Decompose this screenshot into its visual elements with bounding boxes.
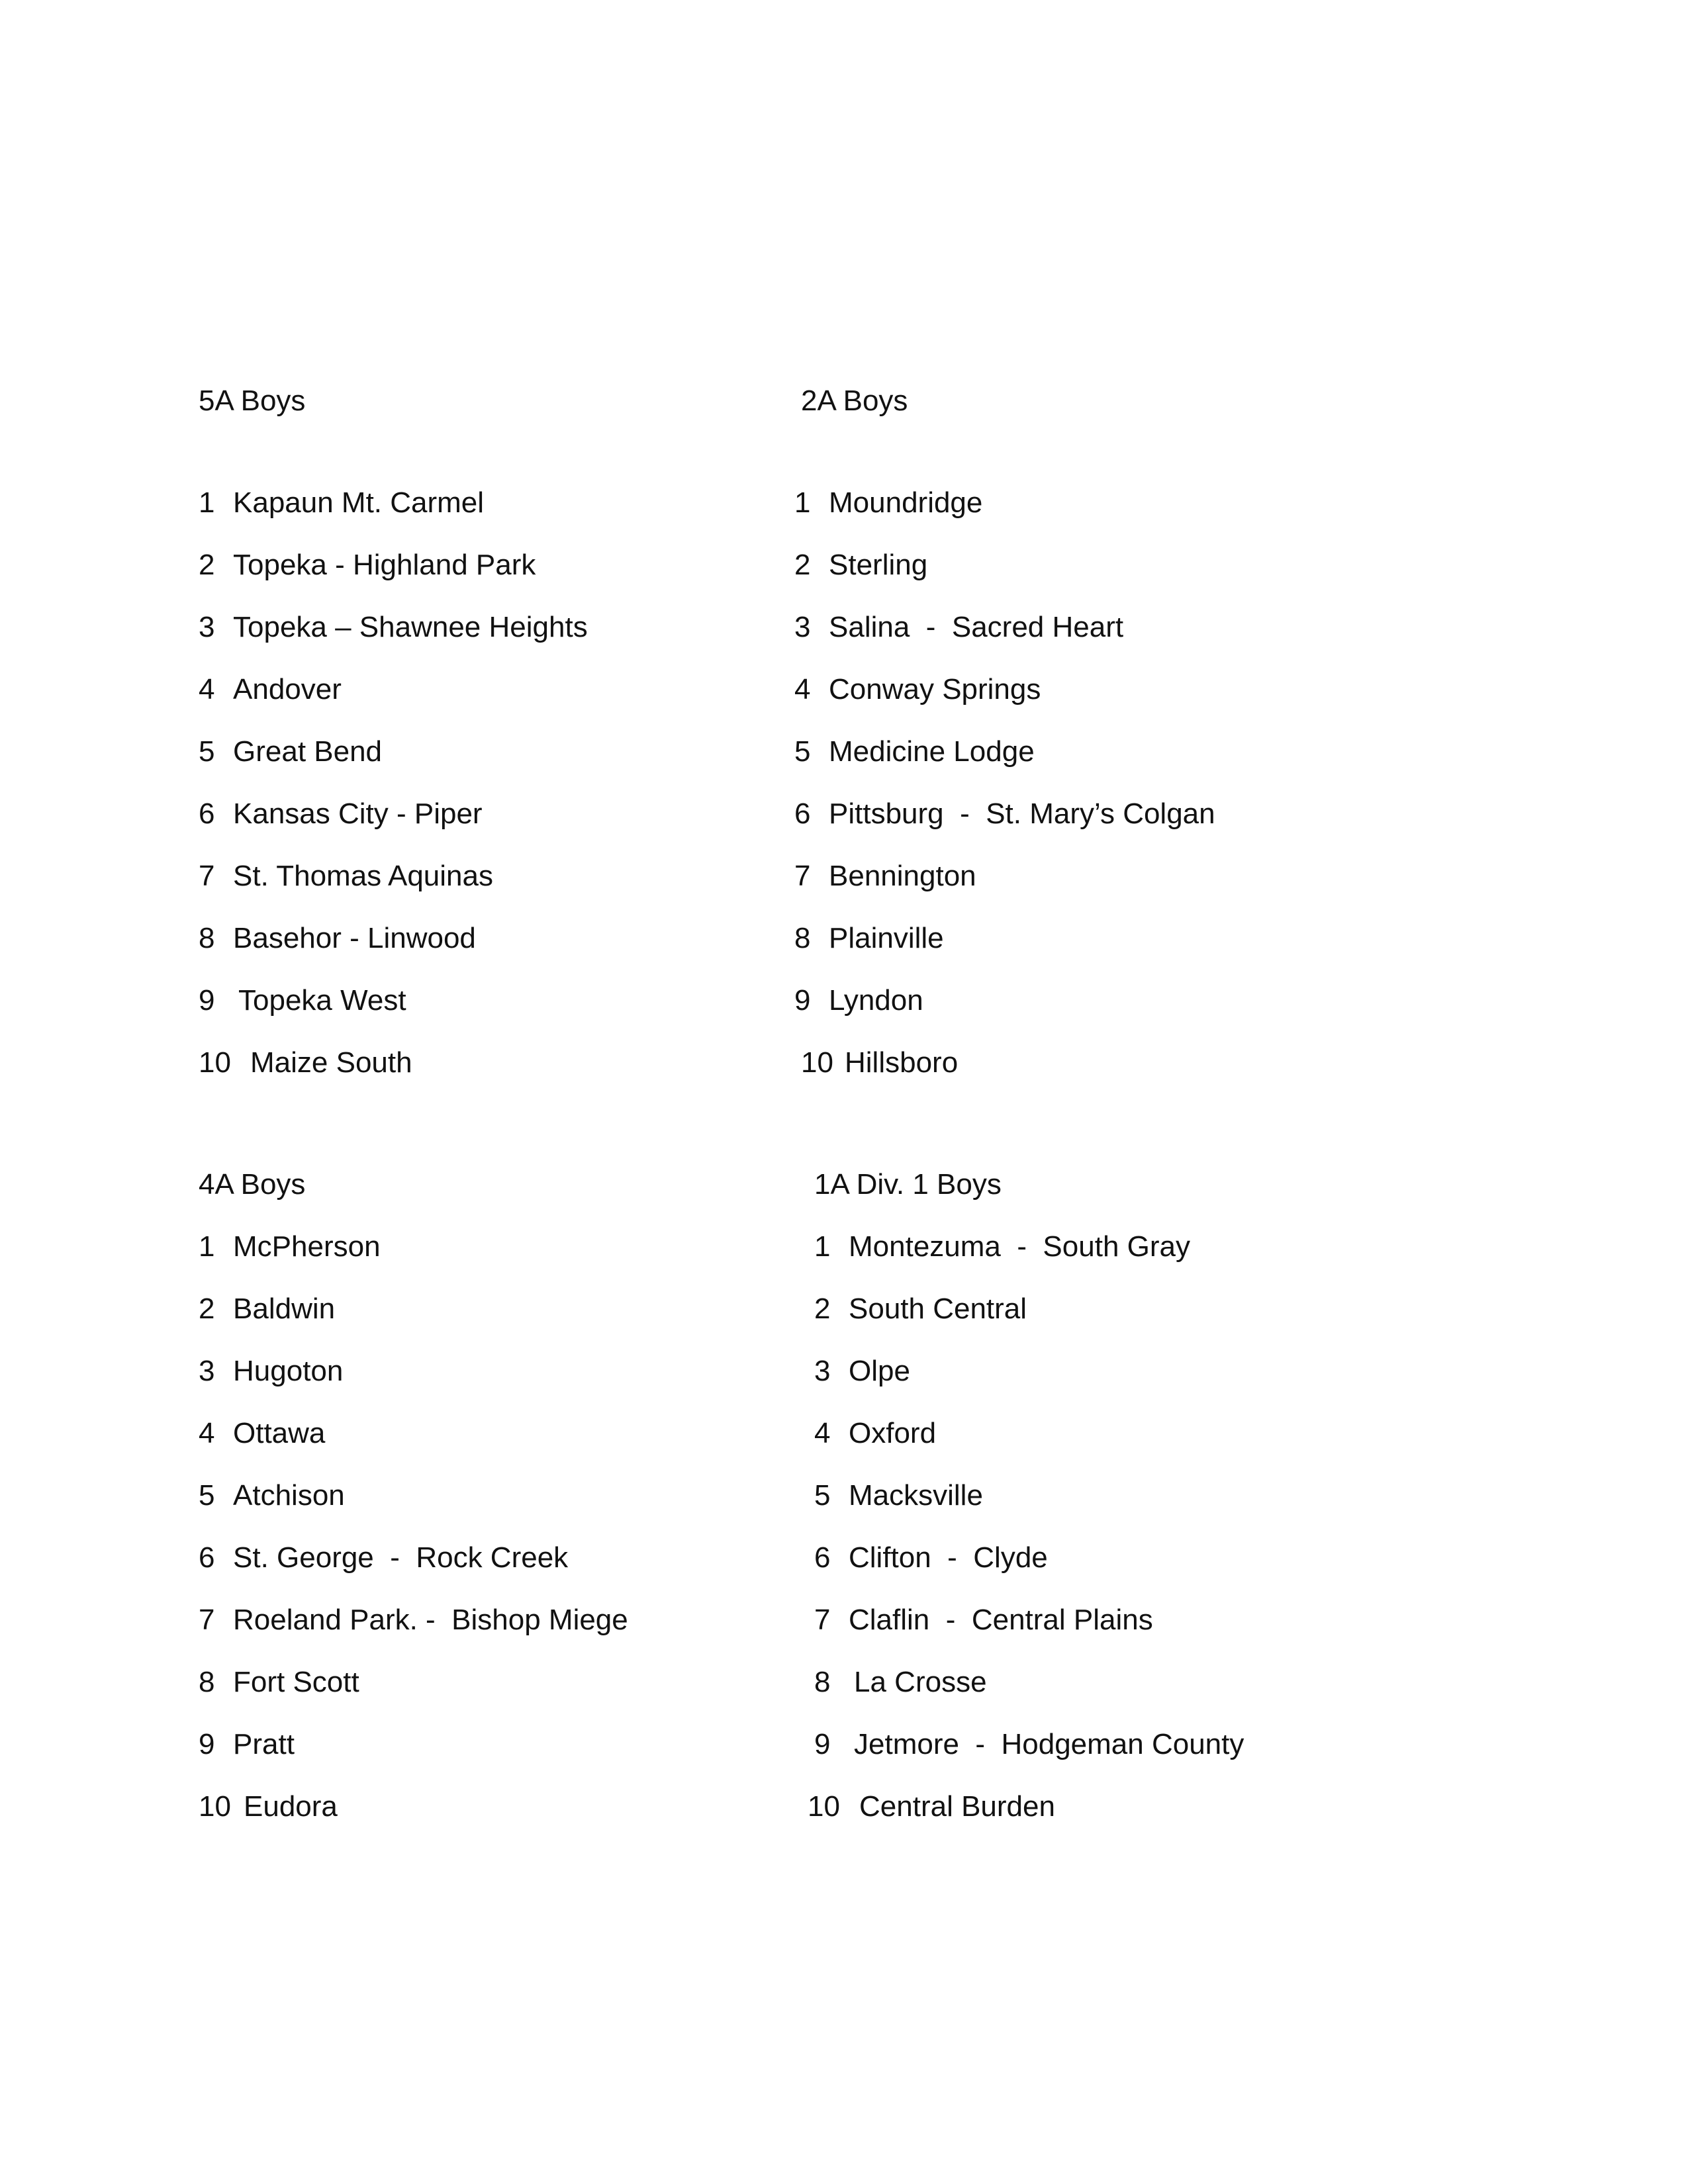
team-name: Roeland Park. - Bishop Miege: [233, 1604, 628, 1636]
list-item: [199, 1479, 628, 1541]
rank-number: 10: [199, 1046, 231, 1079]
team-name: Olpe: [849, 1355, 910, 1387]
list-item: [794, 486, 1215, 548]
rank-number: 6: [814, 1541, 831, 1574]
rank-number: 6: [199, 797, 215, 830]
rank-number: 1: [199, 486, 215, 519]
section-title: 4A Boys: [199, 1168, 306, 1201]
list-item: [199, 1541, 628, 1603]
list-item: [199, 1292, 628, 1354]
team-name: Kapaun Mt. Carmel: [233, 486, 485, 519]
list-item: [199, 548, 588, 610]
list-item: [814, 1292, 1244, 1354]
team-name: Hillsboro: [845, 1046, 959, 1079]
rank-number: 7: [199, 1604, 215, 1636]
list-item: [814, 1479, 1244, 1541]
team-name: Claflin - Central Plains: [849, 1604, 1153, 1636]
list-item: [814, 1354, 1244, 1416]
team-name: St. George - Rock Creek: [233, 1541, 569, 1574]
list-item: [199, 1354, 628, 1416]
team-name: Topeka - Highland Park: [233, 549, 536, 581]
team-name: Andover: [233, 673, 342, 705]
team-name: Bennington: [829, 860, 976, 892]
team-name: Salina - Sacred Heart: [829, 611, 1124, 643]
rank-number: 2: [199, 549, 215, 581]
rank-number: 9: [794, 984, 811, 1017]
rank-number: 8: [199, 1666, 215, 1698]
rank-number: 2: [199, 1293, 215, 1325]
rank-number: 1: [199, 1230, 215, 1263]
team-name: Macksville: [849, 1479, 983, 1512]
team-name: Great Bend: [233, 735, 383, 768]
team-name: Pittsburg - St. Mary’s Colgan: [829, 797, 1215, 830]
rank-number: 1: [814, 1230, 831, 1263]
list-item: [199, 983, 588, 1046]
rank-number: 10: [801, 1046, 833, 1079]
team-name: Baldwin: [233, 1293, 336, 1325]
rank-number: 2: [814, 1293, 831, 1325]
list-item: [794, 921, 1215, 983]
team-name: Pratt: [233, 1728, 295, 1760]
team-name: Clifton - Clyde: [849, 1541, 1048, 1574]
team-name: Hugoton: [233, 1355, 344, 1387]
team-name: Central Burden: [859, 1790, 1055, 1823]
rank-number: 5: [794, 735, 811, 768]
list-item: [794, 1046, 1215, 1108]
rank-number: 10: [199, 1790, 231, 1823]
list-item: [199, 1665, 628, 1727]
rank-number: 7: [199, 860, 215, 892]
rank-number: 3: [199, 611, 215, 643]
rank-number: 8: [794, 922, 811, 954]
rank-number: 5: [814, 1479, 831, 1512]
list-item: [199, 1790, 628, 1852]
list-item: [814, 1416, 1244, 1479]
rank-number: 4: [794, 673, 811, 705]
rank-number: 2: [794, 549, 811, 581]
rank-number: 3: [794, 611, 811, 643]
list-item: [199, 1603, 628, 1665]
section-title: 2A Boys: [801, 385, 908, 417]
team-name: Conway Springs: [829, 673, 1041, 705]
team-name: Plainville: [829, 922, 944, 954]
rank-number: 3: [814, 1355, 831, 1387]
rank-number: 7: [814, 1604, 831, 1636]
team-name: St. Thomas Aquinas: [233, 860, 493, 892]
list-item: [199, 921, 588, 983]
list-item: [794, 672, 1215, 735]
rank-number: 5: [199, 735, 215, 768]
rank-number: 9: [199, 984, 215, 1017]
list-item: [794, 735, 1215, 797]
list-item: [794, 983, 1215, 1046]
list-item: [814, 1727, 1244, 1790]
rank-number: 8: [814, 1666, 831, 1698]
list-item: [199, 1046, 588, 1108]
rank-number: 1: [794, 486, 811, 519]
team-name: La Crosse: [854, 1666, 987, 1698]
list-item: [199, 1230, 628, 1292]
team-name: Eudora: [244, 1790, 338, 1823]
team-name: Lyndon: [829, 984, 923, 1017]
list-item: [794, 859, 1215, 921]
team-name: Kansas City - Piper: [233, 797, 483, 830]
team-name: Fort Scott: [233, 1666, 359, 1698]
list-item: [199, 1727, 628, 1790]
rank-number: 6: [199, 1541, 215, 1574]
rank-number: 4: [199, 1417, 215, 1449]
list-item: [199, 672, 588, 735]
list-item: [199, 859, 588, 921]
rank-number: 9: [814, 1728, 831, 1760]
team-name: Montezuma - South Gray: [849, 1230, 1190, 1263]
team-name: South Central: [849, 1293, 1027, 1325]
team-name: Topeka – Shawnee Heights: [233, 611, 588, 643]
rank-number: 7: [794, 860, 811, 892]
section-title: 1A Div. 1 Boys: [814, 1168, 1002, 1201]
list-item: [199, 735, 588, 797]
list-item: [814, 1665, 1244, 1727]
list-item: [808, 1790, 1244, 1852]
team-name: McPherson: [233, 1230, 381, 1263]
rank-number: 3: [199, 1355, 215, 1387]
team-name: Jetmore - Hodgeman County: [854, 1728, 1244, 1760]
team-name: Oxford: [849, 1417, 937, 1449]
list-item: [794, 610, 1215, 672]
rank-number: 4: [814, 1417, 831, 1449]
rank-list: [794, 486, 1215, 1108]
team-name: Basehor - Linwood: [233, 922, 476, 954]
section-title: 5A Boys: [199, 385, 306, 417]
team-name: Topeka West: [238, 984, 406, 1017]
rank-number: 9: [199, 1728, 215, 1760]
team-name: Medicine Lodge: [829, 735, 1035, 768]
rank-list: [199, 486, 588, 1108]
rank-number: 4: [199, 673, 215, 705]
rank-list: [808, 1230, 1244, 1852]
team-name: Maize South: [250, 1046, 412, 1079]
rank-number: 5: [199, 1479, 215, 1512]
rank-list: [199, 1230, 628, 1852]
list-item: [794, 797, 1215, 859]
team-name: Moundridge: [829, 486, 983, 519]
rank-number: 10: [808, 1790, 840, 1823]
team-name: Atchison: [233, 1479, 345, 1512]
list-item: [199, 1416, 628, 1479]
list-item: [199, 610, 588, 672]
list-item: [199, 797, 588, 859]
list-item: [814, 1603, 1244, 1665]
team-name: Sterling: [829, 549, 928, 581]
list-item: [199, 486, 588, 548]
list-item: [814, 1230, 1244, 1292]
rank-number: 8: [199, 922, 215, 954]
list-item: [794, 548, 1215, 610]
rank-number: 6: [794, 797, 811, 830]
list-item: [814, 1541, 1244, 1603]
team-name: Ottawa: [233, 1417, 326, 1449]
